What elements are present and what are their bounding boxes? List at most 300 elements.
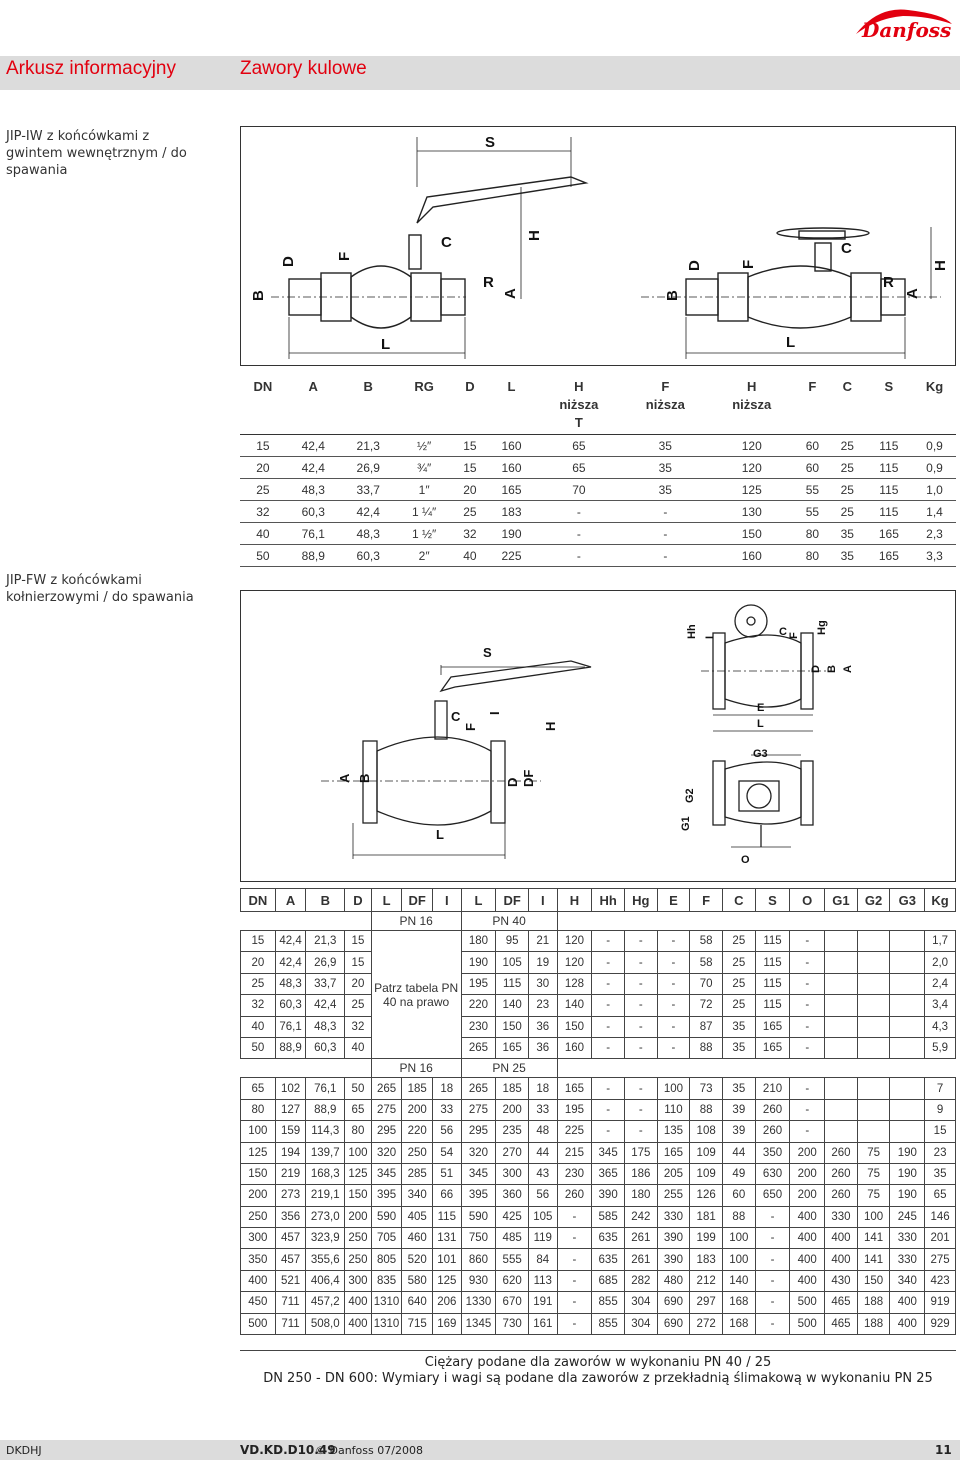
table-cell: 230 <box>557 1163 592 1184</box>
table-cell: 180 <box>624 1185 657 1206</box>
table-cell: 200 <box>402 1099 433 1120</box>
table-cell: 395 <box>371 1185 402 1206</box>
table-cell: 39 <box>722 1099 755 1120</box>
table-cell: 35 <box>830 545 865 567</box>
table-cell <box>857 1121 890 1142</box>
table-cell: 125 <box>241 1142 276 1163</box>
table-cell: 80 <box>795 523 830 545</box>
table-cell: - <box>790 952 825 973</box>
table-cell: 465 <box>825 1313 858 1334</box>
table-cell: 48 <box>528 1121 557 1142</box>
table-cell: 201 <box>925 1228 956 1249</box>
table-cell: 855 <box>592 1292 625 1313</box>
table-cell: 0,9 <box>913 435 956 457</box>
table-cell: - <box>624 931 657 952</box>
table-cell: 43 <box>528 1163 557 1184</box>
table-header-cell: O <box>790 889 825 912</box>
table-cell: 400 <box>345 1292 372 1313</box>
table-cell: 35 <box>722 1016 755 1037</box>
table-cell: 105 <box>496 952 529 973</box>
svg-text:H: H <box>932 260 949 271</box>
table-cell: 141 <box>857 1228 890 1249</box>
table-cell: 76,1 <box>286 523 341 545</box>
table-cell: 1 ½″ <box>396 523 453 545</box>
table-cell: 42,4 <box>341 501 396 523</box>
table-cell: 33,7 <box>306 973 345 994</box>
table-cell: 120 <box>709 435 795 457</box>
table-header-cell: G3 <box>890 889 925 912</box>
table-cell: 115 <box>865 501 913 523</box>
table-cell <box>557 1059 955 1078</box>
table-cell: 125 <box>345 1163 372 1184</box>
table-row <box>241 973 956 994</box>
table-cell: 400 <box>790 1270 825 1291</box>
table-cell: - <box>657 952 690 973</box>
table-cell: 135 <box>657 1121 690 1142</box>
table-cell: 76,1 <box>306 1078 345 1099</box>
table-cell: 65 <box>345 1099 372 1120</box>
table-cell: - <box>557 1292 592 1313</box>
table-cell: 20 <box>345 973 372 994</box>
table-cell: 100 <box>722 1249 755 1270</box>
table-row <box>241 1016 956 1037</box>
table-cell: 25 <box>345 995 372 1016</box>
table-cell: - <box>657 995 690 1016</box>
table-cell: 225 <box>487 545 535 567</box>
table-row <box>240 523 956 545</box>
table-cell: 32 <box>453 523 488 545</box>
table-cell: 295 <box>371 1121 402 1142</box>
table-cell <box>857 1078 890 1099</box>
table-cell: ¾″ <box>396 457 453 479</box>
table-cell: 48,3 <box>341 523 396 545</box>
table-cell <box>857 952 890 973</box>
svg-text:L: L <box>381 336 391 353</box>
table-cell: - <box>624 1016 657 1037</box>
table-cell: 39 <box>722 1121 755 1142</box>
table-cell: 15 <box>453 435 488 457</box>
table-cell: 23 <box>925 1142 956 1163</box>
table-cell: 188 <box>857 1292 890 1313</box>
table-header-cell: S <box>865 376 913 435</box>
table-cell: 160 <box>709 545 795 567</box>
table-header-cell: Hh <box>592 889 625 912</box>
table-cell <box>825 995 858 1016</box>
table-cell: 32 <box>241 995 276 1016</box>
table-cell: - <box>592 931 625 952</box>
table-cell: 360 <box>496 1185 529 1206</box>
table-header-cell: E <box>657 889 690 912</box>
table-cell: 690 <box>657 1292 690 1313</box>
table-cell: 500 <box>790 1313 825 1334</box>
table-cell: 35 <box>722 1037 755 1058</box>
table-cell: 33 <box>433 1099 462 1120</box>
table-cell: - <box>790 1037 825 1058</box>
table-cell: 60 <box>722 1185 755 1206</box>
table-cell: 805 <box>371 1249 402 1270</box>
table-cell: 115 <box>865 435 913 457</box>
svg-text:A: A <box>337 773 352 783</box>
table-cell: 1310 <box>371 1313 402 1334</box>
table-cell: 670 <box>496 1292 529 1313</box>
table-cell: 275 <box>925 1249 956 1270</box>
table-cell: 4,3 <box>925 1016 956 1037</box>
table-cell: 115 <box>865 479 913 501</box>
svg-text:I: I <box>704 635 716 639</box>
table-cell <box>890 1016 925 1037</box>
table-cell: 20 <box>240 457 286 479</box>
table-cell: 300 <box>496 1163 529 1184</box>
table-cell: 250 <box>241 1206 276 1227</box>
svg-text:F: F <box>740 259 757 269</box>
table-cell: 88 <box>690 1037 723 1058</box>
table-cell: - <box>755 1206 790 1227</box>
table-cell: 260 <box>825 1185 858 1206</box>
table-cell: - <box>536 523 622 545</box>
table-cell: 242 <box>624 1206 657 1227</box>
table-cell: 165 <box>496 1037 529 1058</box>
table-cell: 220 <box>402 1121 433 1142</box>
table-cell: 165 <box>557 1078 592 1099</box>
table-cell: 860 <box>461 1249 496 1270</box>
table-cell: 590 <box>371 1206 402 1227</box>
table-row <box>241 1270 956 1291</box>
table-cell: 423 <box>925 1270 956 1291</box>
svg-text:B: B <box>250 290 267 301</box>
table-cell: 345 <box>592 1142 625 1163</box>
table-cell: 42,4 <box>275 931 306 952</box>
svg-text:G3: G3 <box>753 748 768 760</box>
table-cell: 100 <box>857 1206 890 1227</box>
table-cell: 635 <box>592 1249 625 1270</box>
table-cell: 165 <box>865 523 913 545</box>
table-cell: 285 <box>402 1163 433 1184</box>
table-cell: - <box>657 931 690 952</box>
table-cell: - <box>790 973 825 994</box>
table-cell: 35 <box>622 457 708 479</box>
danfoss-logo <box>848 4 958 44</box>
table-cell: 190 <box>890 1163 925 1184</box>
table-cell: 140 <box>722 1270 755 1291</box>
table-cell: 260 <box>825 1142 858 1163</box>
table-cell: 275 <box>461 1099 496 1120</box>
table-cell: 54 <box>433 1142 462 1163</box>
table-cell: 168,3 <box>306 1163 345 1184</box>
table-cell: 195 <box>461 973 496 994</box>
table-cell: 80 <box>345 1121 372 1142</box>
table-cell: - <box>592 952 625 973</box>
table-cell: 365 <box>592 1163 625 1184</box>
table-cell: 405 <box>402 1206 433 1227</box>
table-header-cell: G2 <box>857 889 890 912</box>
table-header-cell: D <box>345 889 372 912</box>
table-header-cell: Hg <box>624 889 657 912</box>
table-cell: 390 <box>592 1185 625 1206</box>
table-cell: 219,1 <box>306 1185 345 1206</box>
table-cell: 350 <box>241 1249 276 1270</box>
table-cell: 114,3 <box>306 1121 345 1142</box>
table-cell: 25 <box>453 501 488 523</box>
table-cell: 190 <box>890 1142 925 1163</box>
table-cell: - <box>592 973 625 994</box>
table-cell: 250 <box>402 1142 433 1163</box>
table-cell: 165 <box>755 1037 790 1058</box>
svg-text:L: L <box>757 718 764 730</box>
table-header-cell: H niższa T <box>536 376 622 435</box>
table-cell: 7 <box>925 1078 956 1099</box>
table-cell: - <box>790 931 825 952</box>
footer-copyright: © Danfoss 07/2008 <box>315 1444 423 1457</box>
svg-text:C: C <box>841 240 852 257</box>
svg-text:H: H <box>543 721 558 731</box>
table-cell: 35 <box>622 479 708 501</box>
table-cell: 235 <box>496 1121 529 1142</box>
table-cell: 33,7 <box>341 479 396 501</box>
table-cell: 199 <box>690 1228 723 1249</box>
table-cell: 261 <box>624 1249 657 1270</box>
table-cell: 255 <box>657 1185 690 1206</box>
table-header-cell: L <box>371 889 402 912</box>
table-cell: 35 <box>830 523 865 545</box>
table-cell: 70 <box>690 973 723 994</box>
table-cell: 300 <box>241 1228 276 1249</box>
caption-fw: JIP-FW z końcówkami kołnierzowymi / do spawania <box>6 573 194 605</box>
table-cell: 100 <box>722 1228 755 1249</box>
table-cell: 855 <box>592 1313 625 1334</box>
table-cell: 500 <box>790 1292 825 1313</box>
table-cell: 15 <box>453 457 488 479</box>
table-cell: 340 <box>890 1270 925 1291</box>
table-cell: - <box>622 545 708 567</box>
table-header-cell: I <box>528 889 557 912</box>
svg-text:Hg: Hg <box>816 620 828 635</box>
table-cell: 185 <box>402 1078 433 1099</box>
table-cell: - <box>622 523 708 545</box>
table-cell: - <box>755 1313 790 1334</box>
table-cell: 640 <box>402 1292 433 1313</box>
table-cell <box>890 1037 925 1058</box>
table-cell: 115 <box>496 973 529 994</box>
table-cell: 450 <box>241 1292 276 1313</box>
table-row <box>241 1292 956 1313</box>
table-cell: 36 <box>528 1016 557 1037</box>
table-cell <box>857 1099 890 1120</box>
table-cell: 48,3 <box>306 1016 345 1037</box>
table-cell: 215 <box>557 1142 592 1163</box>
table-cell: - <box>592 1078 625 1099</box>
table-cell: 250 <box>345 1249 372 1270</box>
table-cell: 480 <box>657 1270 690 1291</box>
table-cell: 75 <box>857 1142 890 1163</box>
pn-label: PN 16 <box>371 912 461 931</box>
table-cell: 42,4 <box>286 457 341 479</box>
table-cell <box>890 1121 925 1142</box>
table-cell: 70 <box>536 479 622 501</box>
table-cell: 520 <box>402 1249 433 1270</box>
table-cell: 40 <box>241 1016 276 1037</box>
table-cell: 65 <box>536 457 622 479</box>
table-header-cell: L <box>461 889 496 912</box>
table-cell: 42,4 <box>306 995 345 1016</box>
table-cell: 9 <box>925 1099 956 1120</box>
table-cell: 304 <box>624 1313 657 1334</box>
table-row <box>241 1037 956 1058</box>
table-cell: - <box>790 995 825 1016</box>
svg-text:D: D <box>505 777 520 787</box>
drawing-fw <box>240 590 956 882</box>
table-cell: - <box>592 1037 625 1058</box>
table-cell: 51 <box>433 1163 462 1184</box>
table-header-cell: H niższa <box>709 376 795 435</box>
table-cell: 130 <box>709 501 795 523</box>
table-cell: 25 <box>722 973 755 994</box>
svg-text:B: B <box>826 665 838 673</box>
table-cell: - <box>790 1078 825 1099</box>
table-cell: 425 <box>496 1206 529 1227</box>
table-header-cell: A <box>286 376 341 435</box>
table-cell <box>890 952 925 973</box>
table-cell: - <box>790 1121 825 1142</box>
table-cell: 1 ¼″ <box>396 501 453 523</box>
table-cell: 102 <box>275 1078 306 1099</box>
table-cell: - <box>624 1121 657 1142</box>
table-cell: 390 <box>657 1228 690 1249</box>
table-cell: 330 <box>890 1249 925 1270</box>
table-cell: 730 <box>496 1313 529 1334</box>
table-cell: 80 <box>795 545 830 567</box>
table-cell: 35 <box>925 1163 956 1184</box>
table-cell: 25 <box>830 501 865 523</box>
table-cell <box>557 912 955 931</box>
table-cell: 65 <box>925 1185 956 1206</box>
table-row <box>241 1099 956 1120</box>
table-cell: 650 <box>755 1185 790 1206</box>
table-cell: 115 <box>755 952 790 973</box>
table-cell: 25 <box>830 479 865 501</box>
table-cell: 15 <box>241 931 276 952</box>
table-cell: 260 <box>557 1185 592 1206</box>
table-cell: - <box>592 1121 625 1142</box>
table-cell: 200 <box>496 1099 529 1120</box>
table-cell: 140 <box>557 995 592 1016</box>
table-cell: 180 <box>461 931 496 952</box>
table-cell: 15 <box>925 1121 956 1142</box>
table-cell: 1345 <box>461 1313 496 1334</box>
svg-text:C: C <box>451 709 461 724</box>
table-cell: 400 <box>345 1313 372 1334</box>
table-cell: 150 <box>857 1270 890 1291</box>
table-cell: 20 <box>241 952 276 973</box>
table-cell: 465 <box>825 1292 858 1313</box>
svg-text:G1: G1 <box>680 816 692 831</box>
table-cell: 50 <box>345 1078 372 1099</box>
table-cell: 159 <box>275 1121 306 1142</box>
table-cell: 21,3 <box>341 435 396 457</box>
table-cell: - <box>624 995 657 1016</box>
table-cell: 25 <box>722 995 755 1016</box>
table-cell: 485 <box>496 1228 529 1249</box>
table-cell: 73 <box>690 1078 723 1099</box>
table-row <box>241 1185 956 1206</box>
table-cell: 1″ <box>396 479 453 501</box>
table-cell: - <box>624 952 657 973</box>
table-cell: 160 <box>487 457 535 479</box>
table-cell: 190 <box>487 523 535 545</box>
table-header-cell: F niższa <box>622 376 708 435</box>
table-cell: 115 <box>755 995 790 1016</box>
table-cell: 330 <box>890 1228 925 1249</box>
table-cell: 175 <box>624 1142 657 1163</box>
table-cell: 115 <box>755 931 790 952</box>
table-cell: 44 <box>722 1142 755 1163</box>
table-cell: 210 <box>755 1078 790 1099</box>
table-cell: 150 <box>345 1185 372 1206</box>
table-cell: 225 <box>557 1121 592 1142</box>
table-cell: 200 <box>790 1142 825 1163</box>
svg-text:S: S <box>483 645 492 660</box>
table-cell: 110 <box>657 1099 690 1120</box>
table-cell: 919 <box>925 1292 956 1313</box>
table-cell: 508,0 <box>306 1313 345 1334</box>
table-cell: 101 <box>433 1249 462 1270</box>
svg-text:D: D <box>686 260 703 271</box>
table-cell: 160 <box>487 435 535 457</box>
table-cell: 186 <box>624 1163 657 1184</box>
table-cell: 165 <box>487 479 535 501</box>
table-cell: - <box>790 1099 825 1120</box>
table-cell: 40 <box>345 1037 372 1058</box>
table-cell: 49 <box>722 1163 755 1184</box>
table-cell <box>825 1078 858 1099</box>
table-cell: 120 <box>557 931 592 952</box>
table-cell: 1,0 <box>913 479 956 501</box>
table-cell: 205 <box>657 1163 690 1184</box>
svg-text:B: B <box>357 773 372 783</box>
table-cell: 65 <box>241 1078 276 1099</box>
pn-row <box>241 1059 956 1078</box>
svg-text:I: I <box>487 711 502 715</box>
table-cell: 200 <box>790 1185 825 1206</box>
table-cell: 200 <box>345 1206 372 1227</box>
table-cell: 88,9 <box>306 1099 345 1120</box>
table-cell: 25 <box>830 435 865 457</box>
table-cell: - <box>624 973 657 994</box>
table-cell: 56 <box>528 1185 557 1206</box>
table-header-cell: Kg <box>925 889 956 912</box>
svg-text:E: E <box>757 702 765 714</box>
table-cell: 131 <box>433 1228 462 1249</box>
svg-text:A: A <box>904 288 921 299</box>
svg-text:C: C <box>779 626 787 638</box>
table-header-cell: D <box>453 376 488 435</box>
table-cell: 165 <box>657 1142 690 1163</box>
table-cell: 33 <box>528 1099 557 1120</box>
table-cell: 56 <box>433 1121 462 1142</box>
table-iw <box>240 376 956 567</box>
table-cell: 113 <box>528 1270 557 1291</box>
svg-text:D: D <box>810 665 822 673</box>
table-cell: - <box>557 1228 592 1249</box>
table-row <box>240 457 956 479</box>
table-cell: 88,9 <box>275 1037 306 1058</box>
table-cell: 300 <box>345 1270 372 1291</box>
table-cell: 108 <box>690 1121 723 1142</box>
table-cell: 711 <box>275 1313 306 1334</box>
table-cell: 120 <box>709 457 795 479</box>
table-cell: 929 <box>925 1313 956 1334</box>
table-cell: - <box>624 1099 657 1120</box>
table-cell: 245 <box>890 1206 925 1227</box>
